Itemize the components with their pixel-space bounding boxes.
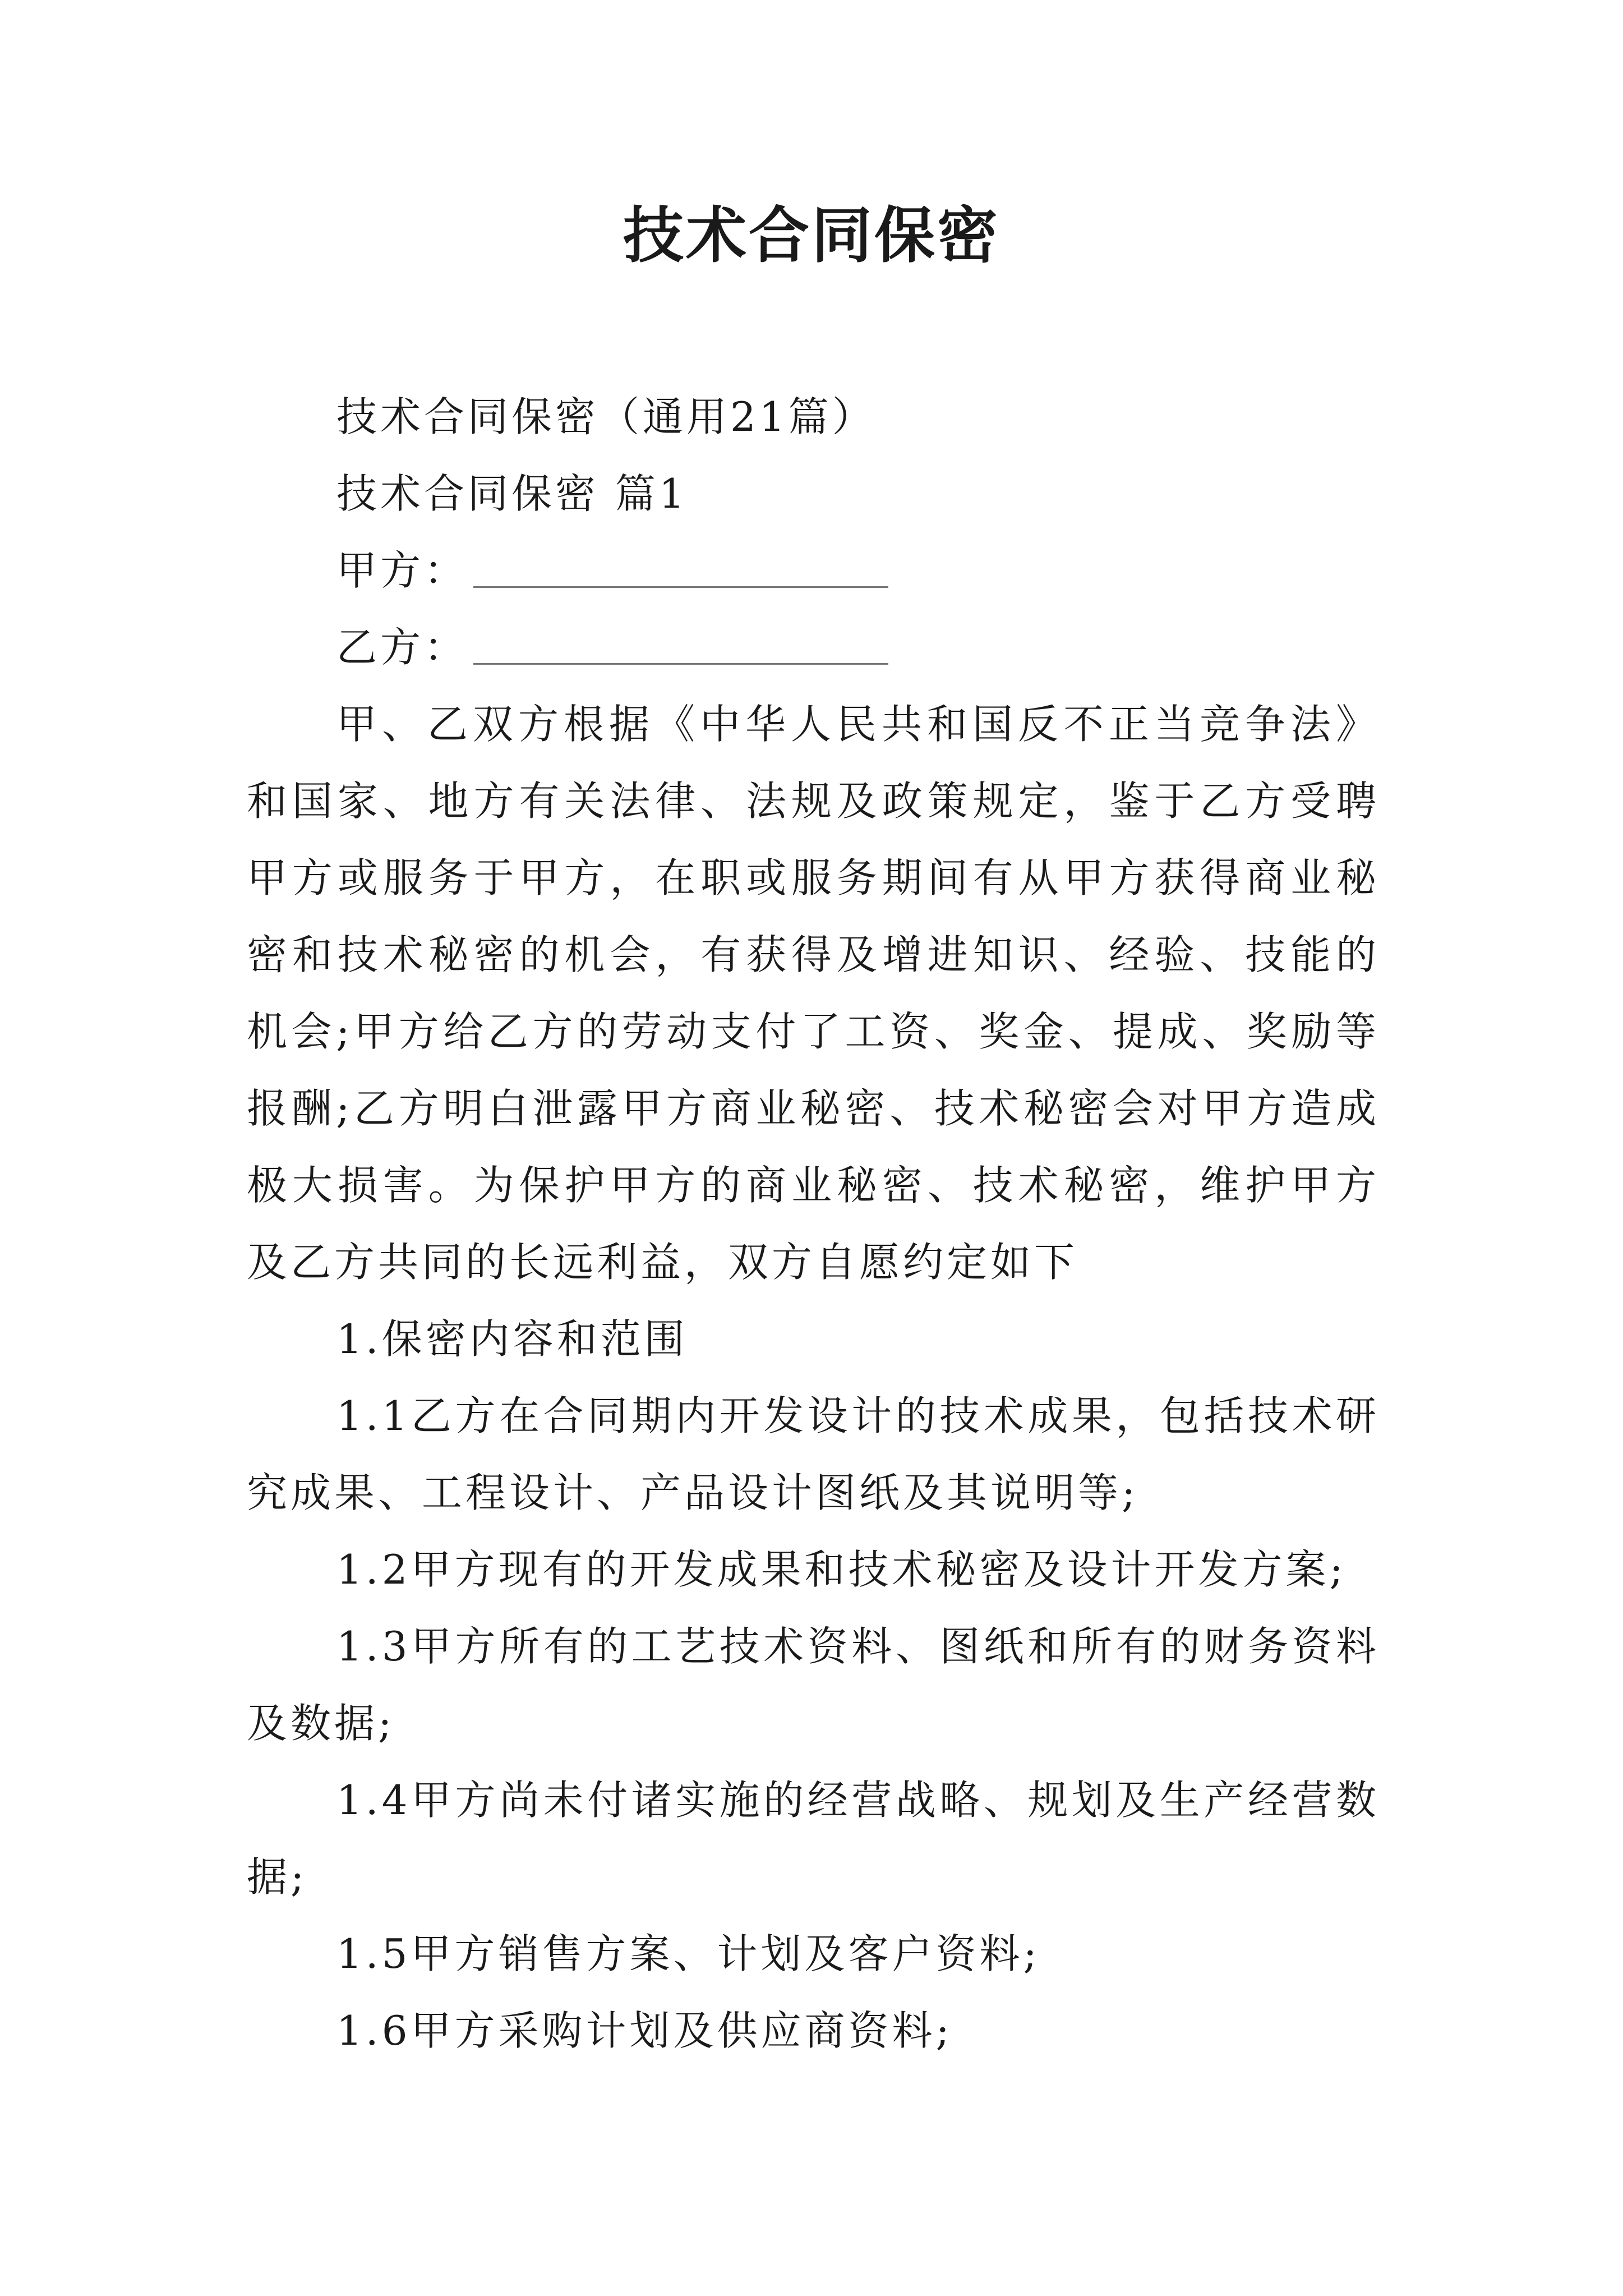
party-b-line — [247, 609, 1380, 686]
document-subtitle: 技术合同保密（通用21篇） — [336, 393, 876, 440]
party-b-label: 乙方： — [336, 624, 468, 671]
party-a-label: 甲方： — [336, 547, 468, 594]
clause-1-2: 1.2甲方现有的开发成果和技术秘密及设计开发方案; — [336, 1546, 1347, 1593]
party-a-line — [247, 532, 1380, 609]
clause-1-6: 1.6甲方采购计划及供应商资料; — [336, 2007, 953, 2054]
party-a-blank — [473, 553, 888, 588]
intro-paragraph: 甲、乙双方根据《中华人民共和国反不正当竞争法》和国家、地方有关法律、法规及政策规定，鉴于乙方受聘甲方或服务于甲方，在职或服务期间有从甲方获得商业秘密和技术秘密的机会，有获得及增进知识、经验、技能的机会;甲方给乙方的劳动支付了工资、奖金、提成、奖励等报酬;乙方明白泄露甲方商业秘密、技术秘密会对甲方造成极大损害。为保护甲方的商业秘密、技术秘密，维护甲方及乙方共同的长远利益，双方自愿约定如下 — [247, 701, 1380, 1286]
clause-1-1: 1.1乙方在合同期内开发设计的技术成果，包括技术研究成果、工程设计、产品设计图纸及其说明等; — [247, 1392, 1380, 1516]
party-b-blank — [473, 629, 888, 665]
section-heading: 技术合同保密 篇1 — [336, 470, 688, 517]
document-body — [247, 379, 1380, 2069]
clause-1-4: 1.4甲方尚未付诸实施的经营战略、规划及生产经营数据; — [247, 1777, 1380, 1901]
clause-1-3: 1.3甲方所有的工艺技术资料、图纸和所有的财务资料及数据; — [247, 1623, 1380, 1747]
document-title: 技术合同保密 — [623, 200, 1000, 271]
clause-1-heading: 1.保密内容和范围 — [336, 1315, 688, 1363]
clause-1-5: 1.5甲方销售方案、计划及客户资料; — [336, 1930, 1040, 1977]
